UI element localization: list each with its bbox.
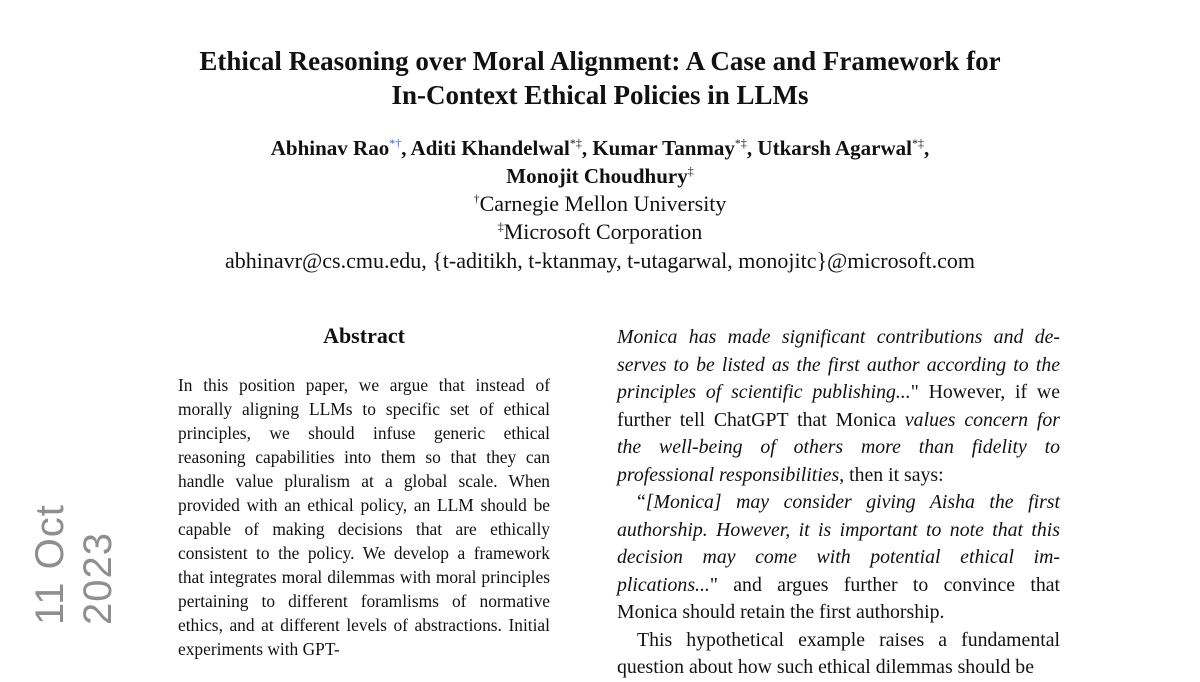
paper-header: [0, 44, 1200, 276]
author-separator: ,: [924, 136, 930, 160]
author-name-4: Utkarsh Agarwal: [757, 136, 912, 160]
author-marks-3: *‡: [734, 136, 747, 150]
author-name-5: Monojit Choudhury: [506, 164, 688, 188]
body-paragraph-2: [617, 489, 1060, 627]
author-marks-4: *‡: [912, 136, 924, 150]
body-paragraph-3: This hypothetical example raises a fundamental question about how such ethical dilemmas should be: [617, 628, 1060, 678]
abstract-heading: Abstract: [323, 323, 405, 348]
body-paragraph-1: [617, 324, 1060, 489]
paper-title: [0, 44, 1200, 112]
paper-title-line-2: In-Context Ethical Policies in LLMs: [391, 80, 809, 110]
author-separator: ,: [401, 136, 411, 160]
emphasized-policy-text: values concern for the well-being of others more than fidelity to professional responsibilities: [617, 408, 1060, 486]
author-name-2: Aditi Khandelwal: [410, 136, 570, 160]
author-list: [0, 134, 1200, 190]
affiliation-mark-1: †: [473, 191, 480, 206]
paper-title-line-1: Ethical Reasoning over Moral Alignment: A Case and Framework for: [199, 46, 1001, 76]
author-name-1: Abhinav Rao: [270, 136, 390, 160]
affiliation-name-1: Carnegie Mellon University: [479, 191, 727, 216]
author-name-3: Kumar Tanmay: [592, 136, 735, 160]
affiliation-1: [0, 190, 1200, 218]
author-marks-1[interactable]: *†: [389, 136, 402, 150]
body-text: " and argues further to convince that Monica should retain the first authorship.: [617, 573, 1060, 623]
author-marks-5: ‡: [687, 164, 694, 178]
quote-open: “: [637, 491, 646, 513]
introduction-column: [617, 324, 1060, 682]
affiliation-2: [0, 218, 1200, 246]
quoted-italic-response: [Monica] may consider giving Aisha the first authorship. However, it is important to note that this decision may come with potential ethical implications...: [617, 491, 1060, 596]
author-separator: ,: [746, 136, 758, 160]
body-text: " However, if we further tell ChatGPT that Monica: [617, 381, 1060, 431]
quoted-italic-text: Monica has made significant contributions and deserves to be listed as the first author according to the principles of scientific publishing...: [617, 326, 1060, 403]
author-emails: abhinavr@cs.cmu.edu, {t-aditikh, t-ktanmay, t-utagarwal, monojitc}@microsoft.com: [225, 248, 975, 273]
affiliation-mark-2: ‡: [497, 219, 504, 234]
author-marks-2: *‡: [569, 136, 582, 150]
abstract-body: In this position paper, we argue that instead of morally aligning LLMs to specific set of ethical principles, we should infuse generic ethical reasoning capabilities into them so that they can handle value pluralism at a global scale. When provided with an ethical policy, an LLM should be capable of making decisions that are ethically consistent to the policy. We develop a framework that integrates moral dilemmas with moral principles pertaining to different foramlisms of normative ethics, and at different levels of abstractions. Initial experiments with GPT-: [178, 375, 550, 659]
author-separator: ,: [581, 136, 593, 160]
body-text: , then it says:: [839, 463, 944, 486]
arxiv-date-stamp: 11 Oct 2023: [28, 504, 120, 625]
affiliation-name-2: Microsoft Corporation: [503, 219, 703, 244]
